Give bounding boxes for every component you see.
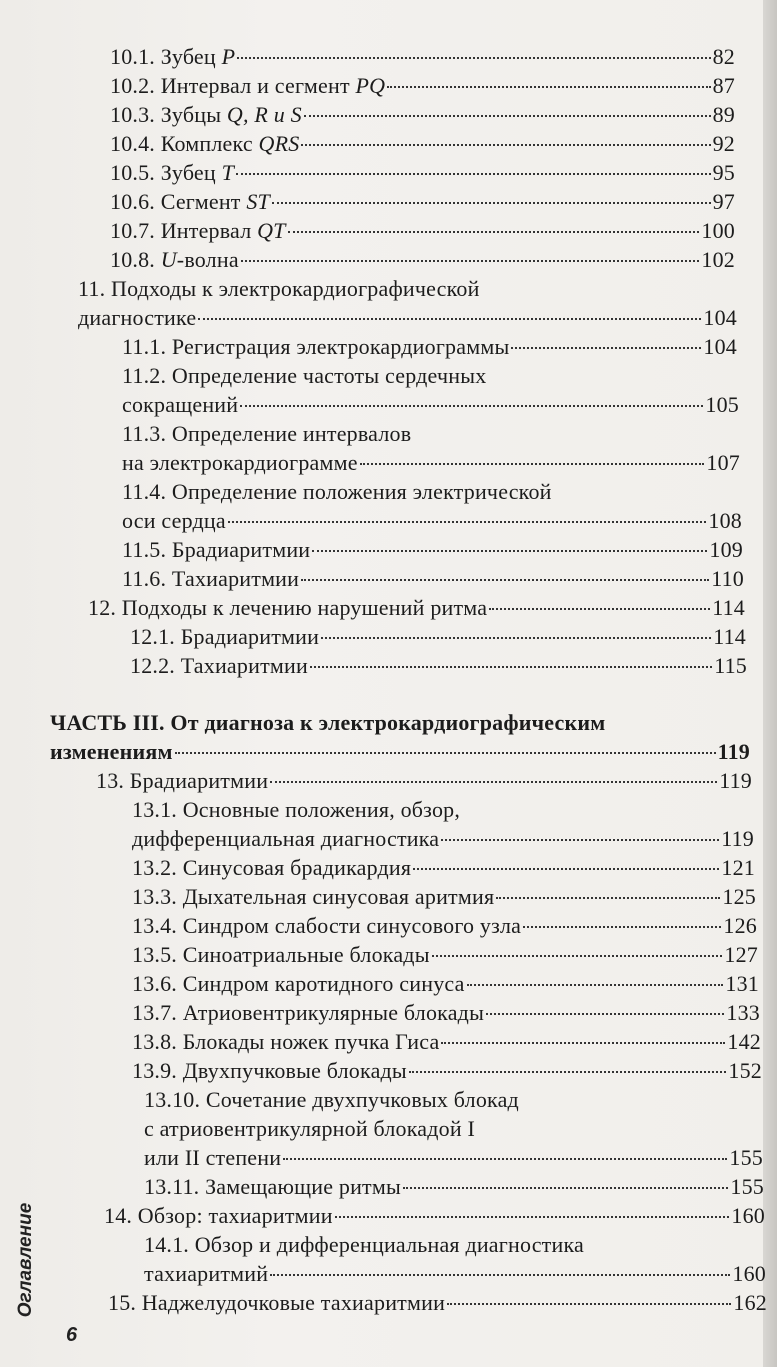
toc-entry	[132, 1027, 761, 1056]
toc-entry-title: 11.5. Брадиаритмии	[122, 537, 311, 562]
toc-entry-title: дифференциальная диагностика	[132, 826, 440, 851]
toc-entry-page: 131	[725, 971, 759, 996]
dot-leader	[272, 202, 711, 204]
toc-entry	[132, 969, 759, 998]
toc-entry-title: 13.11. Замещающие ритмы	[144, 1174, 401, 1199]
dot-leader	[301, 579, 709, 581]
toc-entry-title: тахиаритмий	[144, 1261, 269, 1286]
toc-entry-variable: T	[221, 160, 235, 185]
dot-leader	[304, 115, 711, 117]
toc-entry-page: 155	[730, 1174, 764, 1199]
toc-entry-title-line: 11.4. Определение положения электрической	[122, 479, 552, 504]
dot-leader	[236, 173, 711, 175]
toc-entry-page: 119	[717, 739, 750, 764]
toc-entry-variable: Q, R и S	[226, 102, 302, 127]
dot-leader	[312, 550, 707, 552]
dot-leader	[335, 1216, 730, 1218]
dot-leader	[228, 521, 707, 523]
toc-entry-page: 160	[731, 1203, 765, 1228]
dot-leader	[237, 57, 710, 59]
toc-entry-page: 95	[712, 160, 735, 185]
toc-entry-page: 100	[701, 218, 735, 243]
toc-entry	[132, 940, 758, 969]
toc-entry	[144, 1230, 766, 1288]
toc-entry	[132, 911, 757, 940]
toc-entry	[132, 853, 755, 882]
toc-entry-title: 13. Брадиаритмии	[96, 768, 269, 793]
toc-entry	[132, 998, 760, 1027]
toc-entry-title: 11.1. Регистрация электрокардиограммы	[122, 334, 510, 359]
toc-entry	[132, 1056, 762, 1085]
toc-entry-page: 160	[732, 1261, 766, 1286]
dot-leader	[387, 86, 710, 88]
toc-entry-page: 119	[719, 768, 752, 793]
toc-entry-title: изменениям	[50, 739, 173, 764]
toc-entry-page: 97	[712, 189, 735, 214]
toc-entry-title: или II степени	[144, 1145, 282, 1170]
toc-entry-title-line: 11. Подходы к электрокардиографической	[78, 276, 480, 301]
toc-entry-page: 126	[723, 913, 757, 938]
toc-entry-page: 87	[712, 73, 735, 98]
dot-leader	[441, 1042, 725, 1044]
dot-leader	[240, 405, 703, 407]
side-section-title	[14, 1195, 38, 1325]
toc-entry-variable: ST	[246, 189, 270, 214]
toc-entry-title: 12.2. Тахиаритмии	[130, 653, 308, 678]
toc-entry	[122, 419, 740, 477]
page-edge	[763, 0, 777, 1367]
dot-leader	[301, 144, 710, 146]
toc-entry-page: 102	[701, 247, 735, 272]
toc-entry-title: 14. Обзор: тахиаритмии	[104, 1203, 333, 1228]
toc-entry	[50, 708, 750, 766]
toc-entry-page: 127	[724, 942, 758, 967]
toc-entry-title: диагностике	[78, 305, 197, 330]
toc-entry-title: 10.2. Интервал и сегмент PQ	[110, 73, 386, 98]
dot-leader	[467, 984, 724, 986]
toc-entry-page: 108	[708, 508, 742, 533]
dot-leader	[523, 926, 721, 928]
dot-leader	[447, 1303, 731, 1305]
toc-entry-page: 119	[721, 826, 754, 851]
side-section-title-text: Оглавление	[15, 1202, 36, 1318]
toc-entry	[110, 216, 735, 245]
toc-entry	[96, 766, 752, 795]
toc-entry-title-line: 13.1. Основные положения, обзор,	[132, 797, 461, 822]
toc-entry-title: 10.5. Зубец T	[110, 160, 235, 185]
toc-entry-variable: PQ	[355, 73, 386, 98]
toc-entry-title: 13.6. Синдром каротидного синуса	[132, 971, 465, 996]
toc-entry	[132, 882, 756, 911]
toc-entry-variable: QT	[257, 218, 286, 243]
toc-entry-page: 155	[729, 1145, 763, 1170]
toc-entry	[132, 795, 754, 853]
toc-entry-page: 104	[703, 334, 737, 359]
dot-leader	[432, 955, 723, 957]
toc-entry-title: 13.8. Блокады ножек пучка Гиса	[132, 1029, 440, 1054]
dot-leader	[270, 1274, 730, 1276]
toc-entry-title: 10.1. Зубец P	[110, 44, 236, 69]
toc-entry-title: 13.5. Синоатриальные блокады	[132, 942, 430, 967]
toc-entry	[144, 1172, 764, 1201]
toc-entry-page: 133	[726, 1000, 760, 1025]
toc-entry	[110, 71, 735, 100]
dot-leader	[288, 231, 700, 233]
toc-entry-page: 115	[714, 653, 747, 678]
toc-entry-title: 12. Подходы к лечению нарушений ритма	[88, 595, 488, 620]
toc-entry-page: 105	[705, 392, 739, 417]
toc-entry	[110, 42, 735, 71]
dot-leader	[489, 608, 710, 610]
dot-leader	[413, 868, 719, 870]
toc-entry-page: 125	[722, 884, 756, 909]
toc-entry-page: 110	[711, 566, 744, 591]
toc-entry-page: 109	[709, 537, 743, 562]
dot-leader	[360, 463, 705, 465]
toc-entry	[122, 535, 743, 564]
dot-leader	[241, 260, 700, 262]
toc-entry-title: оси сердца	[122, 508, 226, 533]
dot-leader	[283, 1158, 727, 1160]
toc-entry-title-line: ЧАСТЬ III. От диагноза к электрокардиографическим	[50, 710, 606, 735]
toc-entry	[110, 158, 735, 187]
toc-entry	[110, 100, 735, 129]
toc-entry-variable: U	[160, 247, 177, 272]
toc-entry-page: 114	[712, 595, 745, 620]
toc-entry-title: 10.4. Комплекс QRS	[110, 131, 300, 156]
toc-entry	[110, 129, 735, 158]
toc-entry-page: 152	[728, 1058, 762, 1083]
toc-entry	[122, 564, 744, 593]
toc-entry-variable: P	[221, 44, 236, 69]
dot-leader	[198, 318, 701, 320]
toc-entry-title-line: 14.1. Обзор и дифференциальная диагностика	[144, 1232, 584, 1257]
toc-entry-title-line: 13.10. Сочетание двухпучковых блокад	[144, 1087, 519, 1112]
toc-entry-title: на электрокардиограмме	[122, 450, 358, 475]
dot-leader	[511, 347, 701, 349]
toc-entry-page: 121	[721, 855, 755, 880]
toc-entry-page: 104	[703, 305, 737, 330]
page-number: 6	[66, 1324, 78, 1346]
toc-entry	[144, 1085, 763, 1172]
toc-entry-title: 13.3. Дыхательная синусовая аритмия	[132, 884, 495, 909]
toc-entry-page: 107	[706, 450, 740, 475]
dot-leader	[486, 1013, 724, 1015]
toc-entry-page: 142	[727, 1029, 761, 1054]
toc-entry	[130, 651, 747, 680]
toc-entry-title: 13.4. Синдром слабости синусового узла	[132, 913, 522, 938]
toc-entry-title: 13.2. Синусовая брадикардия	[132, 855, 412, 880]
toc-entry-title: 10.3. Зубцы Q, R и S	[110, 102, 302, 127]
toc-entry-title: 13.9. Двухпучковые блокады	[132, 1058, 407, 1083]
dot-leader	[496, 897, 720, 899]
toc-entry-title: 10.7. Интервал QT	[110, 218, 286, 243]
toc-entry-title: 10.6. Сегмент ST	[110, 189, 270, 214]
toc-entry-title: 13.7. Атриовентрикулярные блокады	[132, 1000, 485, 1025]
toc-entry-title: 15. Наджелудочковые тахиаритмии	[108, 1290, 446, 1315]
toc-entry	[104, 1201, 765, 1230]
toc-entry-title: 10.8. U-волна	[110, 247, 239, 272]
toc-entry-page: 162	[733, 1290, 767, 1315]
toc-entry	[130, 622, 746, 651]
toc-entry-title: 11.6. Тахиаритмии	[122, 566, 300, 591]
toc-entry	[108, 1288, 767, 1317]
dot-leader	[441, 839, 719, 841]
toc-entry	[88, 593, 745, 622]
dot-leader	[270, 781, 717, 783]
toc-entry	[110, 187, 735, 216]
toc-entry-page: 92	[712, 131, 735, 156]
toc-entry	[78, 274, 737, 332]
toc-entry-title-line: 11.3. Определение интервалов	[122, 421, 412, 446]
dot-leader	[175, 752, 716, 754]
dot-leader	[403, 1187, 728, 1189]
toc-entry	[110, 245, 735, 274]
toc-entry-page: 82	[712, 44, 735, 69]
toc-entry-variable: QRS	[258, 131, 300, 156]
toc-entry-page: 89	[712, 102, 735, 127]
toc-entry	[122, 332, 737, 361]
toc-entry	[122, 477, 742, 535]
toc-entry-title: 12.1. Брадиаритмии	[130, 624, 320, 649]
dot-leader	[321, 637, 711, 639]
toc-entry-page: 114	[713, 624, 746, 649]
dot-leader	[310, 666, 712, 668]
dot-leader	[409, 1071, 726, 1073]
toc-entry-title-line: 11.2. Определение частоты сердечных	[122, 363, 487, 388]
toc-entry-title-line: с атриовентрикулярной блокадой I	[144, 1116, 476, 1141]
toc-entry-title: сокращений	[122, 392, 239, 417]
toc-entry	[122, 361, 739, 419]
